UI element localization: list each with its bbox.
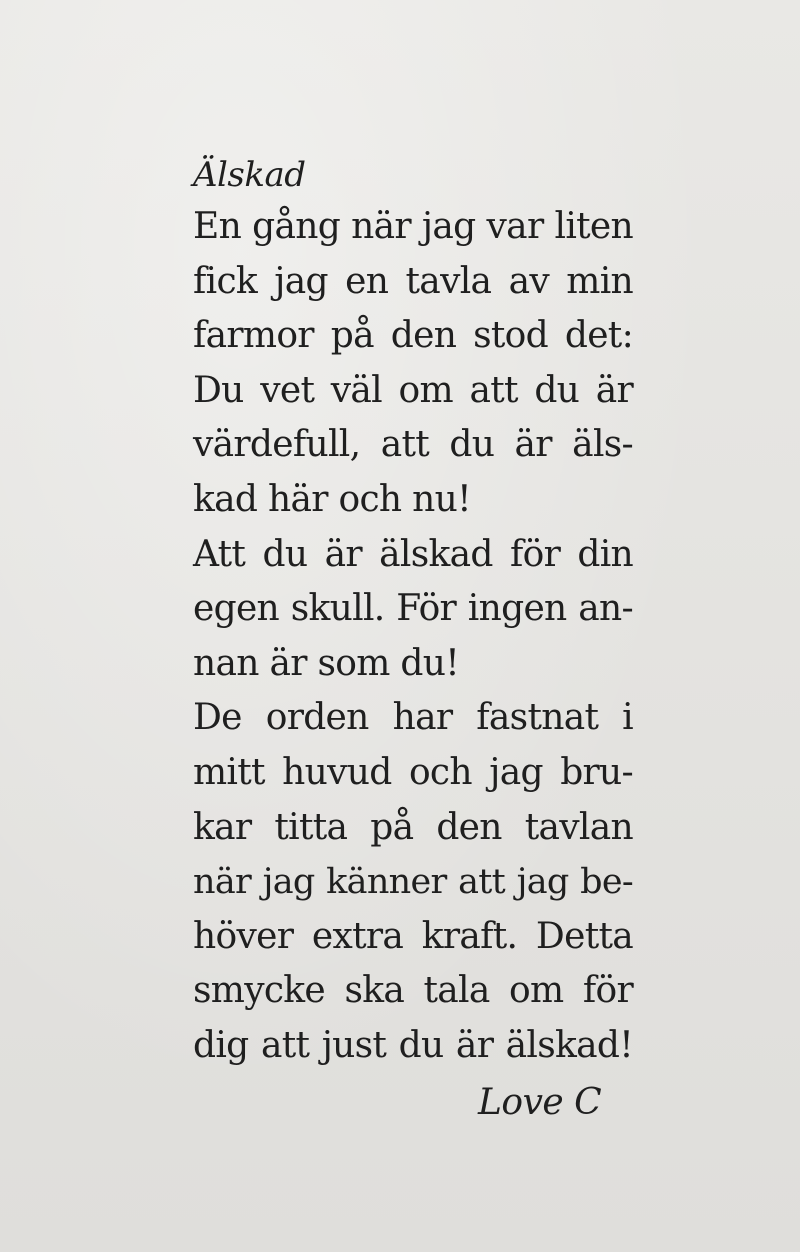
poem-line: värdefull, att du är äls- bbox=[193, 424, 633, 466]
poem-line: höver extra kraft. Detta bbox=[193, 915, 633, 957]
poem-text-block bbox=[193, 150, 633, 1074]
poem-line: dig att just du är älskad! bbox=[193, 1024, 633, 1066]
poem-title: Älskad bbox=[193, 155, 306, 195]
signature: Love C bbox=[478, 1082, 602, 1123]
poem-line: En gång när jag var liten bbox=[193, 206, 633, 247]
poem-line: mitt huvud och jag bru- bbox=[193, 751, 633, 793]
poem-line: nan är som du! bbox=[193, 642, 460, 684]
poem-line: farmor på den stod det: bbox=[193, 315, 633, 357]
poem-line: när jag känner att jag be- bbox=[193, 862, 633, 903]
poem-line: egen skull. För ingen an- bbox=[193, 588, 633, 630]
poem-line: kad här och nu! bbox=[193, 478, 471, 520]
poem-line: Du vet väl om att du är bbox=[193, 369, 633, 411]
poem-line: De orden har fastnat i bbox=[193, 697, 633, 739]
poem-line: kar titta på den tavlan bbox=[193, 806, 633, 848]
poem-line: fick jag en tavla av min bbox=[193, 260, 633, 302]
poem-line: smycke ska tala om för bbox=[193, 970, 633, 1012]
poem-line: Att du är älskad för din bbox=[193, 533, 633, 575]
